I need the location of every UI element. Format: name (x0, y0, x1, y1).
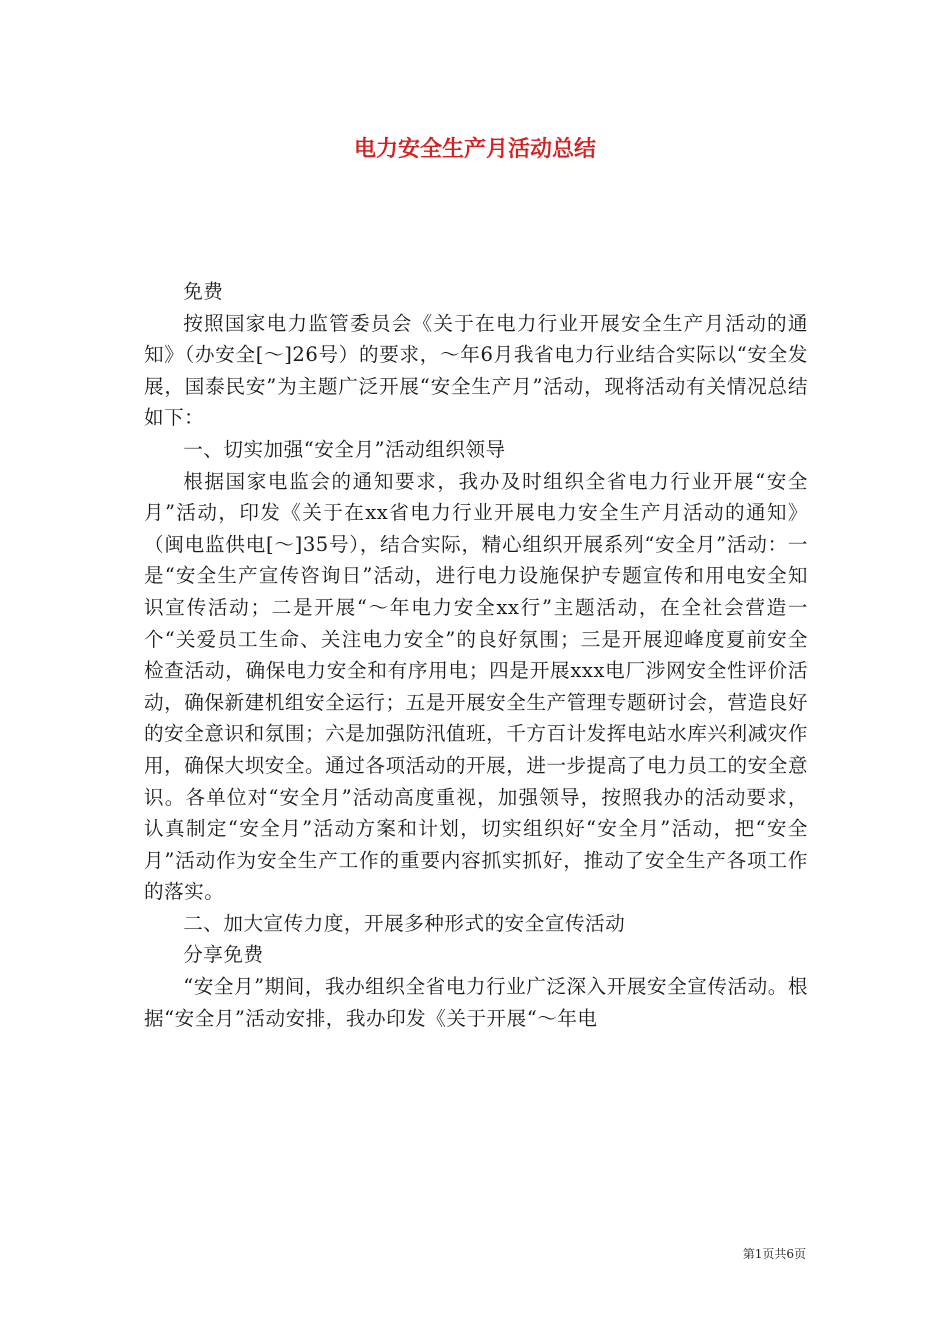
section-heading-1: 一、切实加强“安全月”活动组织领导 (183, 437, 506, 461)
paragraph-free: 免费 (183, 280, 224, 303)
paragraph-section-2: “安全月”期间，我办组织全省电力行业广泛深入开展安全宣传活动。根据“安全月”活动安排，我办印发《关于开展“～年电 (144, 975, 808, 1030)
document-title: 电力安全生产月活动总结 (353, 137, 596, 162)
paragraph-section-1: 根据国家电监会的通知要求，我办及时组织全省电力行业开展“安全月”活动，印发《关于在xx省电力行业开展电力安全生产月活动的通知》（闽电监供电[～]35号），结合实际，精心组织开展系列“安全月”活动：一是“安全生产宣传咨询日”活动，进行电力设施保护专题宣传和用电安全知识宣传活动；二是开展“～年电力安全xx行”主题活动，在全社会营造一个“关爱员工生命、关注电力安全”的良好氛围；三是开展迎峰度夏前安全检查活动，确保电力安全和有序用电；四是开展xxx电厂涉网安全性评价活动，确保新建机组安全运行；五是开展安全生产管理专题研讨会，营造良好的安全意识和氛围；六是加强防汛值班，千方百计发挥电站水库兴利减灾作用，确保大坝安全。通过各项活动的开展，进一步提高了电力员工的安全意识。各单位对“安全月”活动高度重视，加强领导，按照我办的活动要求，认真制定“安全月”活动方案和计划，切实组织好“安全月”活动，把“安全月”活动作为安全生产工作的重要内容抓实抓好，推动了安全生产各项工作的落实。 (144, 469, 808, 904)
paragraph-share-free: 分享免费 (183, 943, 264, 967)
section-heading-2: 二、加大宣传力度，开展多种形式的安全宣传活动 (183, 911, 626, 935)
paragraph-intro: 按照国家电力监管委员会《关于在电力行业开展安全生产月活动的通知》（办安全[～]26号）的要求，～年6月我省电力行业结合实际以“安全发展，国泰民安”为主题广泛开展“安全生产月”活动，现将活动有关情况总结如下： (144, 311, 808, 430)
page-number: 第1页共6页 (742, 1247, 806, 1261)
document-body (144, 276, 808, 1034)
